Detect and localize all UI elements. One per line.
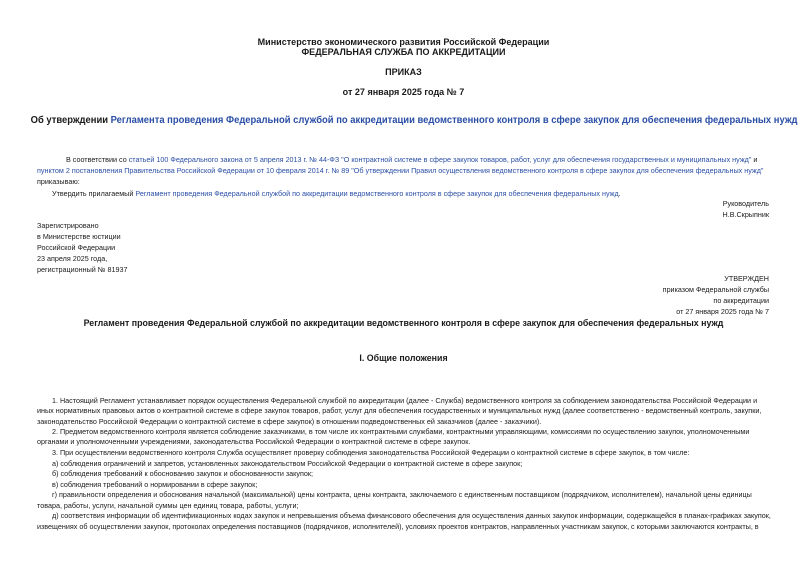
- doc-type: ПРИКАЗ: [385, 67, 422, 78]
- doc-date-number: от 27 января 2025 года № 7: [342, 87, 465, 98]
- body-line: законодательство Российской Федерации о контрактной системе в сфере закупок) в отношении подведомственных ей заказчиков (далее - заказчики).: [37, 417, 542, 426]
- order-title-prefix: Об утверждении: [30, 115, 111, 126]
- preamble-line-1: [66, 156, 757, 163]
- paragraph-link[interactable]: пунктом 2: [37, 166, 70, 175]
- preamble-line-2: [37, 167, 763, 174]
- government-decree-link[interactable]: постановления Правительства Российской Федерации от 10 февраля 2014 г. № 89 "Об утверждении Правил осуществления ведомственного контроля в сфере закупок для обеспечения федеральных нужд": [71, 166, 764, 175]
- approve-line: [52, 190, 621, 197]
- registration-line: в Министерстве юстиции: [37, 232, 121, 241]
- body-line: 1. Настоящий Регламент устанавливает порядок осуществления Федеральной службой по аккредитации (далее - Служба) ведомственного контроля за соблюдением законодательства Российской Федерации и: [52, 396, 758, 405]
- approval-line: от 27 января 2025 года № 7: [676, 307, 769, 316]
- preamble-line-3: приказываю:: [37, 177, 80, 186]
- signature-position: Руководитель: [722, 199, 769, 208]
- reglament-link[interactable]: Регламент проведения Федеральной службой по аккредитации ведомственного контроля в сфере закупок для обеспечения федеральных нужд: [135, 189, 619, 198]
- approve-text: .: [618, 189, 621, 198]
- registration-line: регистрационный № 81937: [37, 265, 128, 274]
- law-article-link[interactable]: статьей 100 Федерального закона от 5 апреля 2013 г. № 44-ФЗ "О контрактной системе в сфере закупок товаров, работ, услуг для обеспечения государственных и муниципальных нужд": [128, 155, 752, 164]
- body-line: извещениях об осуществлении закупок, протоколах определения поставщиков (подрядчиков, исполнителей), условиях проектов контрактов, направленных участникам закупок, с которыми заключаются контракты, в: [37, 522, 759, 531]
- service-name: ФЕДЕРАЛЬНАЯ СЛУЖБА ПО АККРЕДИТАЦИИ: [301, 47, 506, 58]
- section-heading: I. Общие положения: [359, 353, 448, 363]
- body-line: органами и уполномоченными учреждениями, законодательства Российской Федерации о контрактной системе в сфере закупок.: [37, 437, 471, 446]
- body-line: иных нормативных правовых актов о контрактной системе в сфере закупок товаров, работ, услуг для обеспечения государственных и муниципальных нужд (далее соответственно - ведомственный контроль, закупки,: [37, 406, 762, 415]
- ministry-name: Министерство экономического развития Российской Федерации: [257, 37, 550, 48]
- body-line: 2. Предметом ведомственного контроля является соблюдение заказчиками, в том числе их контрактными службами, контрактными управляющими, комиссиями по осуществлению закупок, уполномоченными: [52, 427, 750, 436]
- body-line: д) соответствия информации об идентификационных кодах закупок и непревышения объема финансового обеспечения для осуществления данных закупок информации, содержащейся в планах-графиках закупок,: [52, 511, 771, 520]
- order-title-link[interactable]: Регламента проведения Федеральной службой по аккредитации ведомственного контроля в сфере закупок для обеспечения федеральных нужд: [110, 115, 798, 126]
- order-title: [30, 115, 798, 126]
- body-line: г) правильности определения и обоснования начальной (максимальной) цены контракта, цены контракта, заключаемого с единственным поставщиком (подрядчиком, исполнителем), начальной цены единицы: [52, 490, 752, 499]
- signature-name: Н.В.Скрыпник: [722, 210, 769, 219]
- reglament-title: Регламент проведения Федеральной службой по аккредитации ведомственного контроля в сфере закупок для обеспечения федеральных нужд: [83, 318, 724, 328]
- preamble-text: В соответствии со: [66, 155, 129, 164]
- body-line: в) соблюдения требований о нормировании в сфере закупок;: [52, 480, 258, 489]
- registration-line: Зарегистрировано: [37, 221, 99, 230]
- body-line: а) соблюдения ограничений и запретов, установленных законодательством Российской Федерации о контрактной системе в сфере закупок;: [52, 459, 523, 468]
- registration-line: Российской Федерации: [37, 243, 116, 252]
- preamble-text: и: [751, 155, 758, 164]
- body-line: б) соблюдения требований к обоснованию закупок и обоснованности закупок;: [52, 469, 313, 478]
- approval-line: УТВЕРЖДЕН: [724, 274, 769, 283]
- approval-line: приказом Федеральной службы: [662, 285, 769, 294]
- approval-line: по аккредитации: [713, 296, 769, 305]
- approve-text: Утвердить прилагаемый: [52, 189, 136, 198]
- registration-line: 23 апреля 2025 года,: [37, 254, 108, 263]
- body-line: товара, работы, услуги, начальной суммы цен единиц товара, работы, услуги;: [37, 501, 299, 510]
- body-line: 3. При осуществлении ведомственного контроля Служба осуществляет проверку соблюдения законодательства Российской Федерации о контрактной системе в сфере закупок, в том числе:: [52, 448, 690, 457]
